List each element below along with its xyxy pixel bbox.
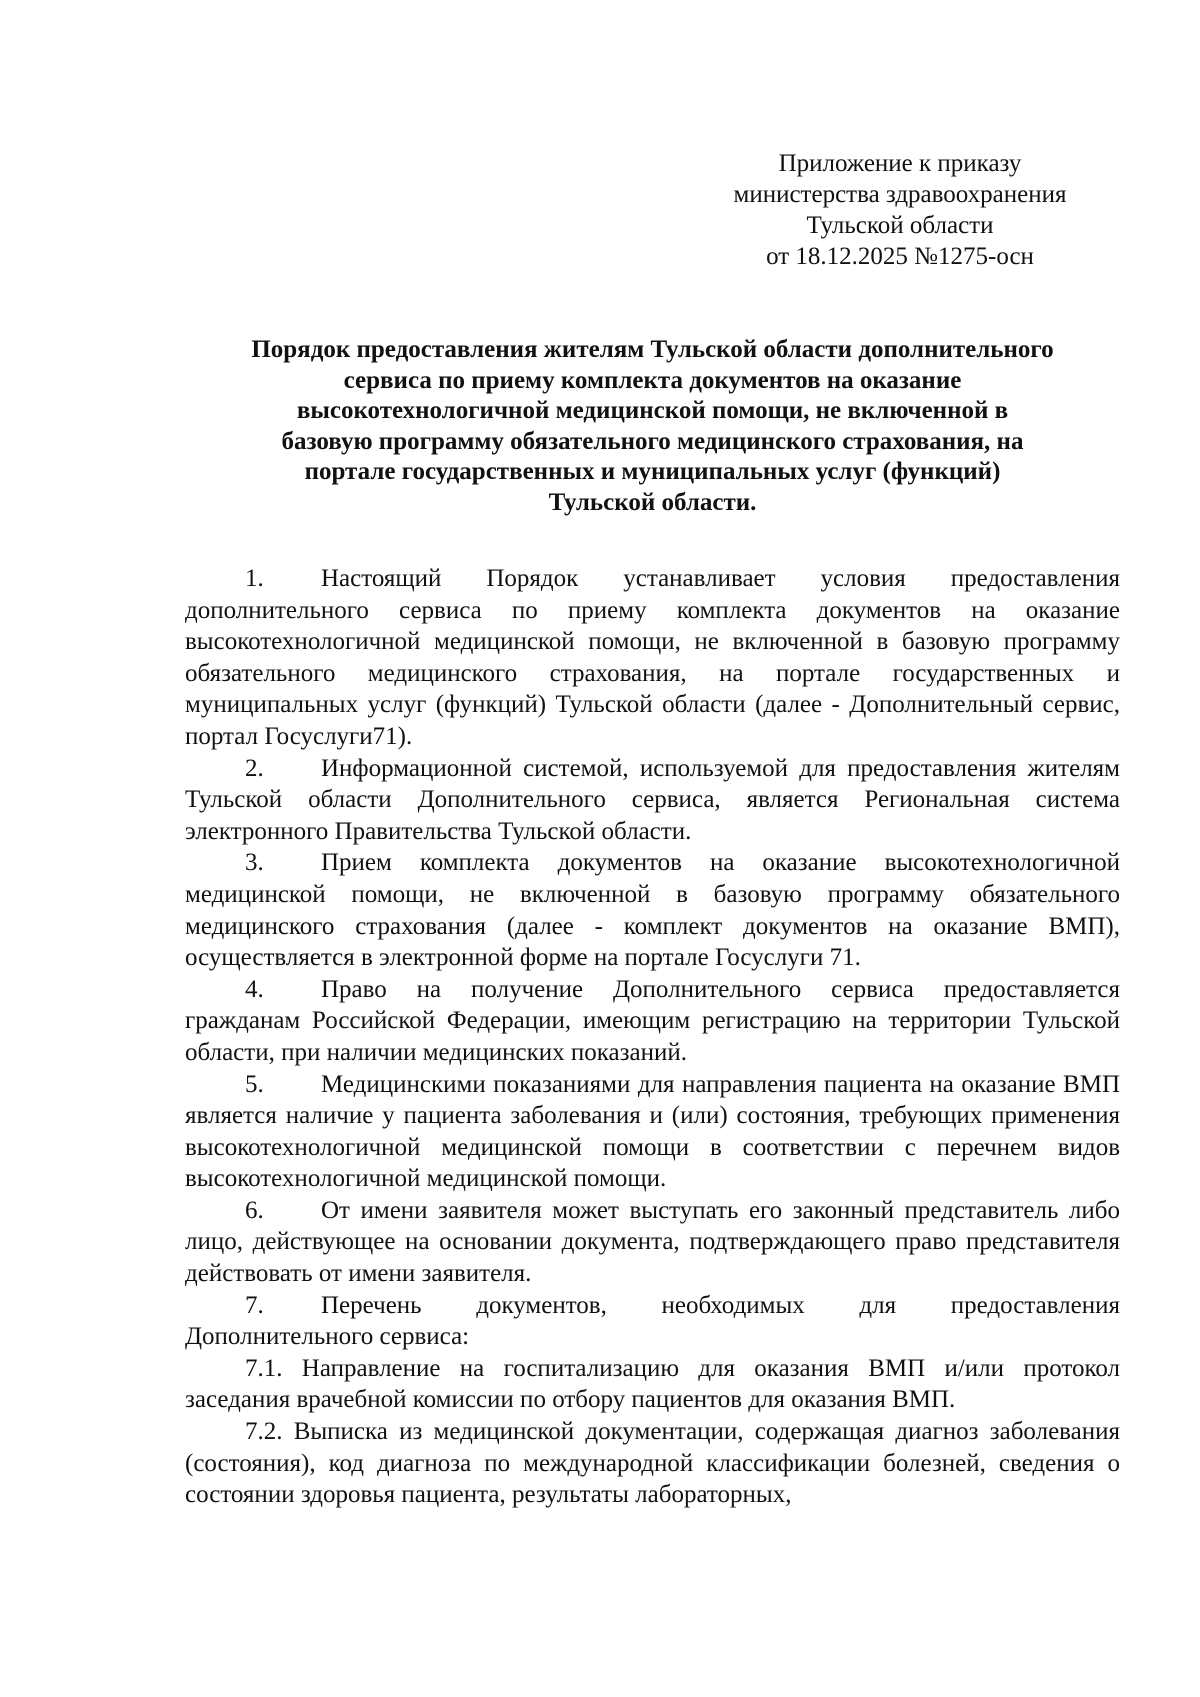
annex-header	[700, 148, 1100, 272]
paragraph-number: 7.	[245, 1291, 264, 1319]
paragraph-number: 2.	[245, 754, 264, 782]
paragraph-text: Прием комплекта документов на оказание высокотехнологичной медицинской помощи, не включенной в базовую программу обязательного медицинского страхования (далее - комплект документов на оказание ВМП), осуществляется в электронной форме на портале Госуслуги 71.	[185, 849, 1120, 972]
annex-order-number: от 18.12.2025 №1275-осн	[766, 243, 1034, 270]
paragraph-number: 1.	[245, 565, 264, 592]
annex-line: Приложение к приказу	[778, 150, 1022, 177]
paragraph-7	[185, 1290, 1120, 1353]
paragraph-text: Перечень документов, необходимых для предоставления Дополнительного сервиса:	[185, 1291, 1120, 1351]
paragraph-number: 6.	[245, 1196, 264, 1224]
paragraph-text: Информационной системой, используемой для предоставления жителям Тульской области Дополнительного сервиса, является Региональная система электронного Правительства Тульской области.	[185, 754, 1120, 845]
document-body	[185, 563, 1120, 1511]
annex-line: Тульской области	[806, 212, 994, 239]
document-title	[185, 335, 1120, 518]
paragraph-5	[185, 1069, 1120, 1195]
paragraph-number: 5.	[245, 1070, 264, 1098]
paragraph-1	[185, 563, 1120, 753]
title-line: Порядок предоставления жителям Тульской области дополнительного	[251, 336, 1054, 363]
paragraph-number: 4.	[245, 975, 264, 1003]
subparagraph-7-1: 7.1. Направление на госпитализацию для оказания ВМП и/или протокол заседания врачебной комиссии по отбору пациентов для оказания ВМП.	[185, 1354, 1120, 1414]
paragraph-6	[185, 1195, 1120, 1290]
title-line: портале государственных и муниципальных услуг (функций)	[304, 458, 1001, 485]
paragraph-2	[185, 753, 1120, 848]
paragraph-text: Медицинскими показаниями для направления пациента на оказание ВМП является наличие у пациента заболевания и (или) состояния, требующих применения высокотехнологичной медицинской помощи в соответствии с перечнем видов высокотехнологичной медицинской помощи.	[185, 1070, 1120, 1193]
paragraph-text: Настоящий Порядок устанавливает условия предоставления дополнительного сервиса по приему комплекта документов на оказание высокотехнологичной медицинской помощи, не включенной в базовую программу обязательного медицинского страхования, на портале государственных и муниципальных услуг (функций) Тульской области (далее - Дополнительный сервис, портал Госуслуги71).	[185, 565, 1120, 750]
title-line: базовую программу обязательного медицинского страхования, на	[281, 427, 1024, 455]
paragraph-number: 3.	[245, 849, 264, 877]
paragraph-3	[185, 847, 1120, 973]
paragraph-text: От имени заявителя может выступать его законный представитель либо лицо, действующее на основании документа, подтверждающего право представителя действовать от имени заявителя.	[185, 1196, 1120, 1288]
paragraph-text: Право на получение Дополнительного сервиса предоставляется гражданам Российской Федерации, имеющим регистрацию на территории Тульской области, при наличии медицинских показаний.	[185, 975, 1120, 1066]
title-line: высокотехнологичной медицинской помощи, не включенной в	[296, 397, 1009, 424]
title-line: Тульской области.	[548, 488, 757, 516]
subparagraph-7-2: 7.2. Выписка из медицинской документации, содержащая диагноз заболевания (состояния), код диагноза по международной классификации болезней, сведения о состоянии здоровья пациента, результаты лабораторных,	[185, 1418, 1120, 1509]
title-line: сервиса по приему комплекта документов на оказание	[343, 366, 962, 394]
annex-line: министерства здравоохранения	[733, 181, 1067, 208]
paragraph-4	[185, 974, 1120, 1069]
